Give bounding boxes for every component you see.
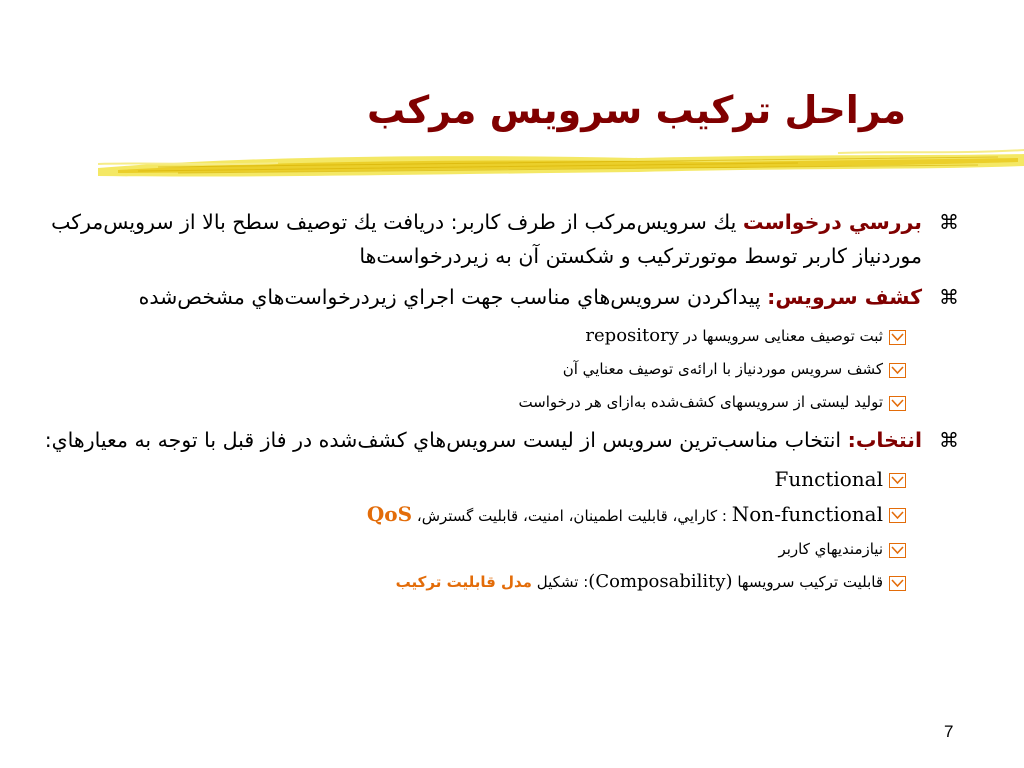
bullet-text: پيداكردن سرويس‌هاي مناسب جهت اجراي زيردرخواست‌هاي مشخص‌شده [138,285,768,309]
sub-item-text: ثبت توصيف معنايی سرويسها در [683,327,883,345]
slide-title: مراحل تركيب سرويس مركب [366,88,906,132]
term-request-analysis: بررسي درخواست [742,210,922,234]
sub-item-user-requirements [40,534,970,564]
slide-content [40,205,970,600]
sub-item-generate-list [40,387,970,417]
term-selection: انتخاب: [847,428,922,452]
sub-item-tail: : تشكيل [531,573,589,591]
sub-item-functional [40,464,970,496]
term-service-discovery: كشف سرويس: [767,285,922,309]
bullet-text: انتخاب مناسب‌ترين سرويس از ليست سرويس‌هاي كشف‌شده در فاز قبل با توجه به معيارهاي: [44,428,848,452]
latin-term-non-functional: Non-functional [731,502,883,526]
command-key-icon: ⌘ [939,428,959,452]
bullet-item-request-analysis [40,205,970,273]
sub-item-text: توليد ليستی از سرويسهای كشف‌شده به‌ازای هر درخواست [518,393,883,411]
sub-item-non-functional [40,499,970,531]
command-key-icon: ⌘ [939,285,959,309]
checkbox-check-icon [889,576,906,591]
sub-item-composability [40,567,970,597]
checkbox-check-icon [889,363,906,378]
latin-term-repository: repository [585,325,679,346]
qos-label: QoS [366,502,413,526]
sub-item-text: كشف سرويس موردنياز با ارائه‌ی توصيف معنايي آن [562,360,883,378]
checkbox-check-icon [889,473,906,488]
sub-item-discover-service [40,354,970,384]
latin-term-composability: (Composability) [588,571,733,592]
sub-item-text: قابليت تركيب سرويسها [737,573,883,591]
page-number: 7 [944,722,954,741]
command-key-icon: ⌘ [939,210,959,234]
sub-item-register-description [40,321,970,351]
checkbox-check-icon [889,396,906,411]
sub-item-text: : كارايي، قابليت اطمينان، امنيت، قابليت گسترش، [412,507,732,525]
latin-term-functional: Functional [774,467,883,491]
checkbox-check-icon [889,508,906,523]
bullet-item-service-discovery [40,280,970,314]
bullet-text: يك سرويس‌مركب از طرف كاربر: دريافت يك توصيف سطح بالا از سرويس‌مركب موردنياز كاربر توسط موتورتركيب و شكستن آن به زيردرخواست‌ها [51,210,922,268]
bullet-item-selection [40,423,970,457]
checkbox-check-icon [889,330,906,345]
composability-model-highlight: مدل قابليت تركيب [395,573,532,591]
yellow-brush-stroke-divider [98,146,1024,186]
sub-item-text: نيازمنديهاي كاربر [778,540,883,558]
checkbox-check-icon [889,543,906,558]
